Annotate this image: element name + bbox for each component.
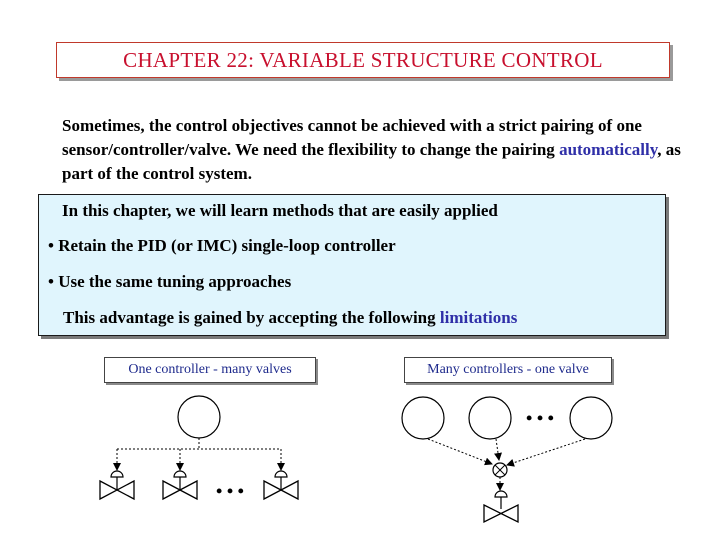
signal-line-c bbox=[507, 439, 585, 465]
intro-text-end: , as part of the control system. bbox=[62, 140, 681, 183]
controller-circle-2 bbox=[469, 397, 511, 439]
left-diagram-label: One controller - many valves bbox=[104, 357, 316, 383]
valve-icon-1 bbox=[100, 471, 134, 499]
panel-closing-highlight: limitations bbox=[439, 308, 518, 327]
right-ellipsis: • • • bbox=[526, 408, 554, 428]
valve-icon bbox=[484, 491, 518, 522]
right-diagram-label: Many controllers - one valve bbox=[404, 357, 612, 383]
valve-icon-2 bbox=[163, 471, 197, 499]
intro-text-start: Sometimes, the control objectives cannot be achieved with a strict pairing of one sensor/controller/valve. We need the flexibility to change the pairing bbox=[62, 116, 642, 159]
right-diagram bbox=[402, 397, 612, 522]
controller-circle-3 bbox=[570, 397, 612, 439]
valve-icon-3 bbox=[264, 471, 298, 499]
bullet-retain-pid: • Retain the PID (or IMC) single-loop controller bbox=[48, 236, 396, 255]
panel-closing-text: This advantage is gained by accepting the following bbox=[63, 308, 440, 327]
chapter-title: CHAPTER 22: VARIABLE STRUCTURE CONTROL bbox=[56, 42, 670, 78]
signal-line-a bbox=[428, 439, 492, 464]
intro-highlight: automatically bbox=[559, 140, 658, 159]
left-diagram bbox=[100, 396, 298, 501]
panel-intro: In this chapter, we will learn methods that are easily applied bbox=[62, 201, 498, 220]
signal-line-b bbox=[496, 439, 499, 460]
bullet-same-tuning: • Use the same tuning approaches bbox=[48, 272, 292, 291]
selector-node bbox=[493, 463, 507, 477]
left-ellipsis: • • • bbox=[216, 481, 244, 501]
controller-circle bbox=[178, 396, 220, 438]
controller-circle-1 bbox=[402, 397, 444, 439]
